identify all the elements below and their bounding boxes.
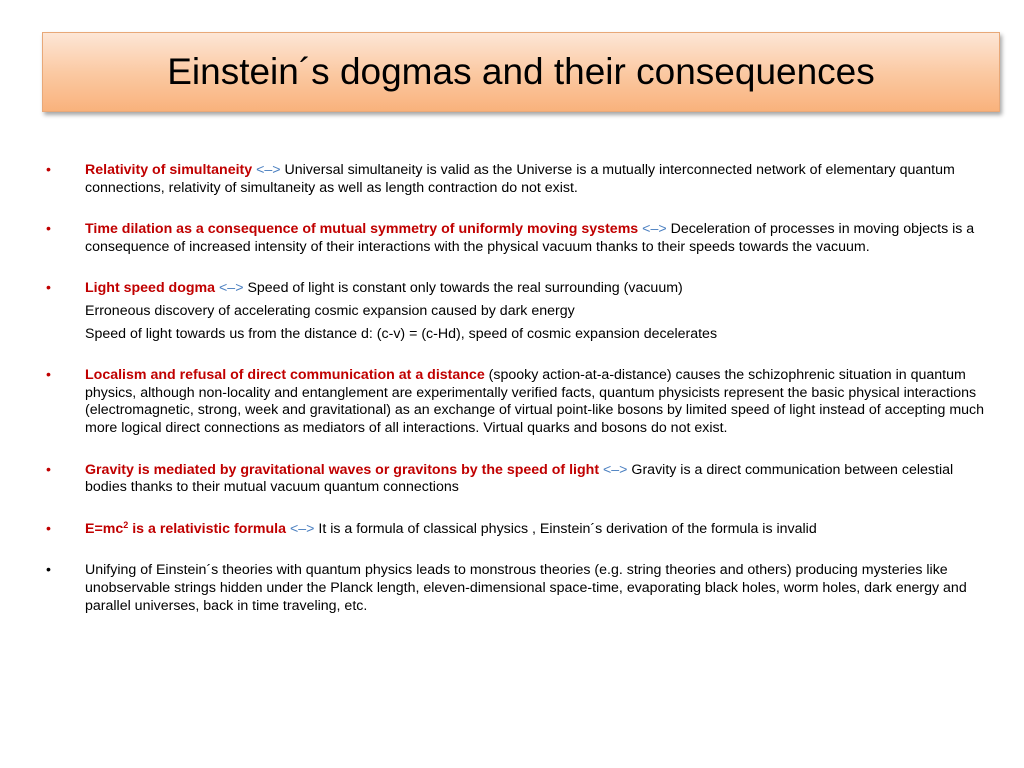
slide-title: Einstein´s dogmas and their consequences [167, 51, 875, 92]
double-arrow-icon: <–> [603, 461, 628, 478]
heading-superscript: 2 [123, 519, 129, 530]
item-text: Universal simultaneity is valid as the Universe is a mutually interconnected network of elementary quantum connections, relativity of simultaneity as well as length contraction do not exist. [85, 162, 955, 196]
item-text: (spooky action-at-a-distance) causes the schizophrenic situation in quantum physics, although non-locality and entanglement are experimentally verified facts, quantum physicists represent the basic physical interactions (electromagnetic, strong, week and gravitational) as an exchange of virtual point-like bosons by limited speed of light instead of accepting much more logical direct connections as mediators of all interactions. Virtual quarks and bosons do not exist. [85, 367, 985, 436]
bullet-icon: • [46, 221, 51, 238]
item-heading: Localism and refusal of direct communication at a distance [85, 367, 485, 384]
bullet-icon: • [46, 367, 51, 384]
double-arrow-icon: <–> [219, 280, 244, 297]
sub-line-speed-of-light-distance: Speed of light towards us from the distance d: (c-v) = (c-Hd), speed of cosmic expansion decelerates [85, 325, 718, 342]
list-item-gravity [46, 462, 986, 497]
double-arrow-icon: <–> [642, 221, 667, 238]
bullet-icon: • [46, 562, 51, 579]
sub-line-accelerating-expansion: Erroneous discovery of accelerating cosmic expansion caused by dark energy [85, 302, 575, 319]
item-text: Speed of light is constant only towards the real surrounding (vacuum) [247, 280, 683, 297]
item-text: Deceleration of processes in moving objects is a consequence of increased intensity of their interactions with the physical vacuum thanks to their speeds towards the vacuum. [85, 221, 975, 255]
bullet-icon: • [46, 280, 51, 297]
item-heading: Relativity of simultaneity [85, 162, 253, 178]
list-item-localism [46, 367, 986, 437]
list-item-relativity-of-simultaneity [46, 162, 986, 197]
list-item-emc2 [46, 521, 986, 539]
item-heading: Gravity is mediated by gravitational waves or gravitons by the speed of light [85, 461, 600, 478]
bullet-list [46, 162, 986, 615]
list-item-unifying-theories [46, 562, 986, 615]
list-item-light-speed-dogma [46, 280, 986, 298]
title-banner [42, 32, 1000, 112]
heading-formula: E=mc [85, 520, 124, 537]
item-heading: Time dilation as a consequence of mutual symmetry of uniformly moving systems [85, 221, 639, 238]
item-heading [85, 521, 286, 537]
bullet-icon: • [46, 520, 51, 537]
item-heading: Light speed dogma [85, 280, 216, 297]
item-text: It is a formula of classical physics , Einstein´s derivation of the formula is invalid [318, 520, 817, 537]
heading-rest: is a relativistic formula [128, 520, 286, 537]
item-text: Unifying of Einstein´s theories with quantum physics leads to monstrous theories (e.g. string theories and others) producing mysteries like unobservable strings hidden under the Planck length, eleven-dimensional space-time, evaporating black holes, worm holes, dark energy and parallel universes, back in time traveling, etc. [85, 562, 967, 614]
item-text: Gravity is a direct communication between celestial bodies thanks to their mutual vacuum quantum connections [85, 461, 954, 496]
double-arrow-icon: <–> [289, 520, 315, 537]
bullet-icon: • [46, 162, 51, 178]
bullet-icon: • [46, 461, 51, 478]
double-arrow-icon: <–> [256, 162, 281, 178]
list-item-time-dilation [46, 221, 986, 256]
